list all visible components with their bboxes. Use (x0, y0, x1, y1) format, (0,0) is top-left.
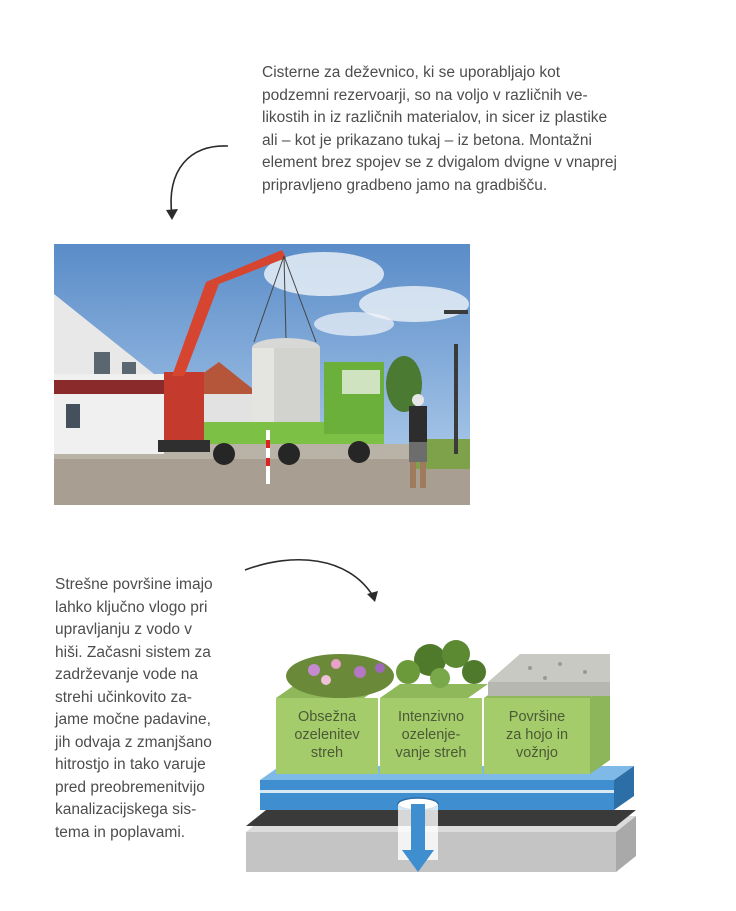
panel-3-line-1: Površine (508, 709, 566, 725)
panel-3-line-2: za hojo in (505, 727, 569, 743)
panel-2-line-3: vanje streh (395, 745, 467, 761)
top-curved-arrow (160, 140, 240, 230)
panel-1-line-3: streh (310, 745, 344, 761)
green-roof-diagram (240, 620, 640, 880)
panel-1-line-1: Obsežna (297, 709, 357, 725)
panel-2-line-1: Intenzivno (397, 709, 465, 725)
crane-cistern-photo (54, 244, 470, 505)
panel-2-line-2: ozelenje- (401, 727, 461, 743)
panel-3-line-3: vožnjo (516, 745, 558, 761)
panel-1-line-2: ozelenitev (294, 727, 360, 743)
top-caption: Cisterne za deževnico, ki se uporabljajo kot podzemni rezervoarji, so na voljo v različnih ve- likostih in iz različnih materialov, in sicer iz plastike ali – kot je prikazano tukaj – iz betona. Montažni element brez spojev se z dvigalom dvigne v vnaprej pripravljeno gradbeno jamo na gradbišču. (262, 64, 617, 194)
bottom-curved-arrow (243, 552, 383, 612)
left-caption: Strešne površine imajo lahko ključno vlogo pri upravljanju z vodo v hiši. Začasni sistem za zadrževanje vode na strehi učinkovito za- jame močne padavine, jih odvaja z zmanjšano hitrostjo in tako varuje pred preobremenitvijo kanalizacijskega sis- tema in poplavami. (55, 576, 213, 841)
